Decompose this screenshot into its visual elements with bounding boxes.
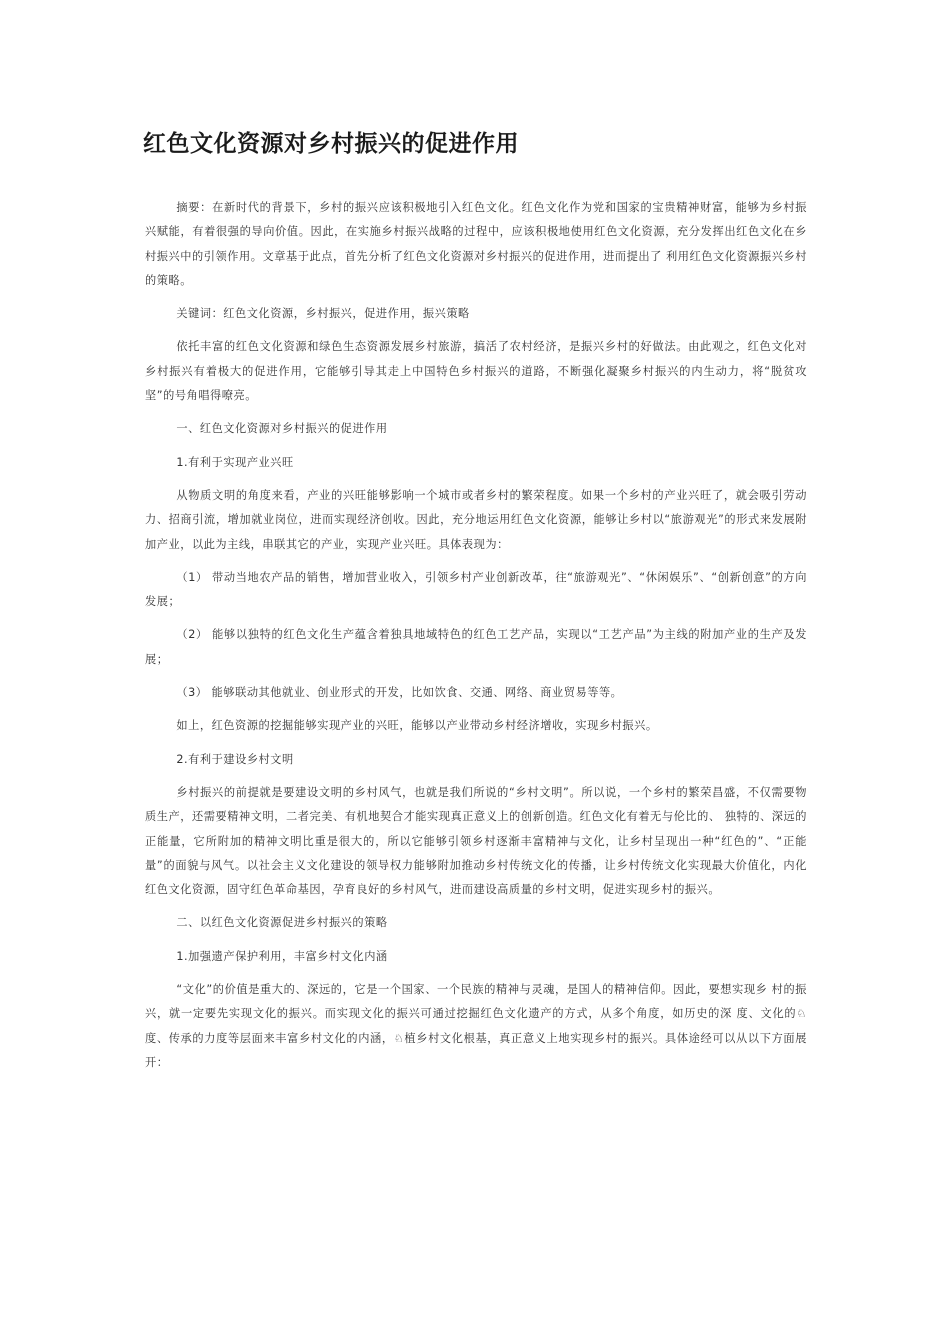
subsection-heading-1-2: 2.有利于建设乡村文明 [176, 752, 294, 766]
body-paragraph: 乡村振兴的前提就是要建设文明的乡村风气，也就是我们所说的“乡村文明”。所以说，一个乡村的繁荣昌盛，不仅需要物质生产，还需要精神文明，二者完美、有机地契合才能实现真正意义上的创新创造。红色文化有着无与伦比的、 独特的、深远的正能量，它所附加的精神文明比重是很大的，所以它能够引领乡村逐渐丰富精神与文化，让乡村呈现出一种“红色的”、“正能量”的面貌与风气。以社会主义文化建设的领导权力能够附加推动乡村传统文化的传播，让乡村传统文化实现最大价值化，内化红色文化资源，固守红色革命基因，孕育良好的乡村风气，进而建设高质量的乡村文明，促进实现乡村的振兴。 [145, 785, 807, 897]
document-title: 红色文化资源对乡村振兴的促进作用 [143, 131, 519, 157]
body-paragraph: 从物质文明的角度来看，产业的兴旺能够影响一个城市或者乡村的繁荣程度。如果一个乡村的产业兴旺了，就会吸引劳动力、招商引流，增加就业岗位，进而实现经济创收。因此，充分地运用红色文化资源，能够让乡村以“旅游观光”的形式来发展附加产业，以此为主线，串联其它的产业，实现产业兴旺。具体表现为： [145, 488, 807, 551]
section-heading-2: 二、以红色文化资源促进乡村振兴的策略 [176, 916, 388, 930]
section-heading-1: 一、红色文化资源对乡村振兴的促进作用 [176, 422, 388, 436]
document-body [145, 196, 807, 1075]
body-paragraph: “文化”的价值是重大的、深远的，它是一个国家、一个民族的精神与灵魂，是国人的精神信仰。因此，要想实现乡 村的振兴，就一定要先实现文化的振兴。而实现文化的振兴可通过挖掘红色文化遗产的方式，从多个角度，如历史的深 度、文化的♘度、传承的力度等层面来丰富乡村文化的内涵，♘植乡村文化根基，真正意义上地实现乡村的振兴。具体途经可以从以下方面展开： [145, 983, 807, 1069]
list-item-1: （1） 带动当地农产品的销售，增加营业收入，引领乡村产业创新改革，往“旅游观光”、“休闲娱乐”、“创新创意”的方向发展； [145, 570, 807, 609]
body-paragraph: 如上，红色资源的挖掘能够实现产业的兴旺，能够以产业带动乡村经济增收，实现乡村振兴。 [176, 719, 658, 733]
subsection-heading-2-1: 1.加强遗产保护利用，丰富乡村文化内涵 [176, 949, 388, 963]
keywords-paragraph: 关键词：红色文化资源，乡村振兴，促进作用，振兴策略 [176, 307, 470, 321]
abstract-paragraph: 摘要：在新时代的背景下，乡村的振兴应该积极地引入红色文化。红色文化作为党和国家的宝贵精神财富，能够为乡村振兴赋能，有着很强的导向价值。因此，在实施乡村振兴战略的过程中，应该积极地使用红色文化资源，充分发挥出红色文化在乡村振兴中的引领作用。文章基于此点，首先分析了红色文化资源对乡村振兴的促进作用，进而提出了 利用红色文化资源振兴乡村的策略。 [145, 201, 807, 287]
intro-paragraph: 依托丰富的红色文化资源和绿色生态资源发展乡村旅游，搞活了农村经济，是振兴乡村的好做法。由此观之，红色文化对乡村振兴有着极大的促进作用，它能够引导其走上中国特色乡村振兴的道路，不断强化凝聚乡村振兴的内生动力，将“脱贫攻坚”的号角唱得嘹亮。 [145, 340, 807, 403]
list-item-2: （2） 能够以独特的红色文化生产蕴含着独具地域特色的红色工艺产品，实现以“工艺产品”为主线的附加产业的生产及发展； [145, 628, 807, 666]
list-item-3: （3） 能够联动其他就业、创业形式的开发，比如饮食、交通、网络、商业贸易等等。 [176, 686, 623, 700]
subsection-heading-1-1: 1.有利于实现产业兴旺 [176, 455, 294, 469]
